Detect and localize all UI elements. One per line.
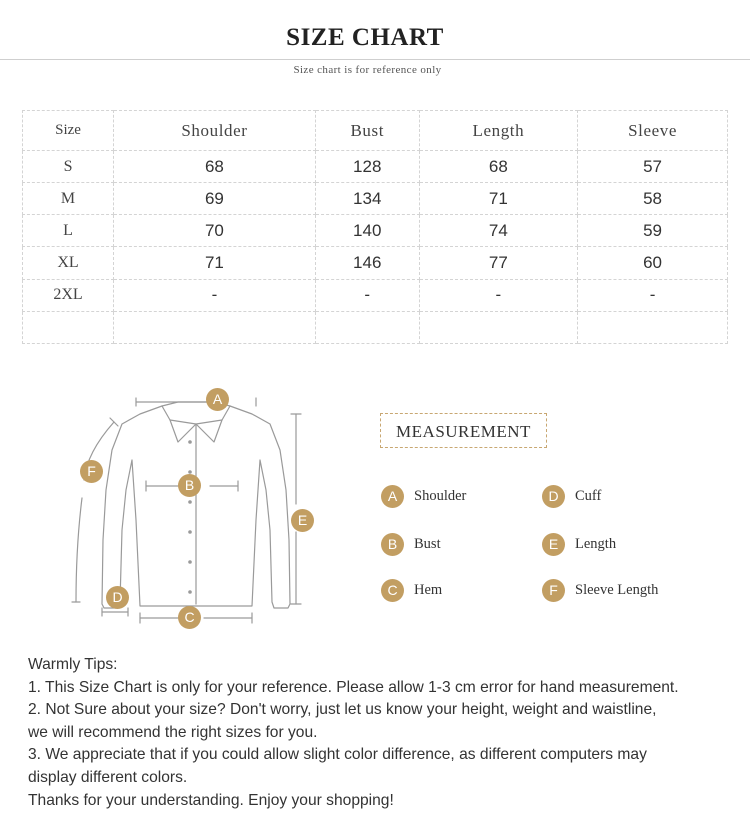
legend-label: Hem xyxy=(414,581,443,598)
legend-badge: F xyxy=(542,579,565,602)
legend-label: Sleeve Length xyxy=(575,581,659,598)
legend-item-cuff xyxy=(542,484,601,508)
table-cell xyxy=(315,311,419,343)
legend-item-bust xyxy=(381,532,441,556)
table-row xyxy=(23,215,728,247)
table-cell: 57 xyxy=(578,151,728,183)
table-cell: 60 xyxy=(578,247,728,279)
table-cell: - xyxy=(315,279,419,311)
marker-b-badge: B xyxy=(178,474,201,497)
table-cell xyxy=(419,311,577,343)
tips-closing: Thanks for your understanding. Enjoy your shopping! xyxy=(28,791,394,809)
table-cell: 2XL xyxy=(23,279,114,311)
table-cell: 134 xyxy=(315,183,419,215)
table-cell: 140 xyxy=(315,215,419,247)
column-header-length: Length xyxy=(419,111,577,151)
column-header-bust: Bust xyxy=(315,111,419,151)
legend-badge: A xyxy=(381,485,404,508)
table-cell xyxy=(23,311,114,343)
table-cell: 74 xyxy=(419,215,577,247)
marker-d-badge: D xyxy=(106,586,129,609)
legend-label: Bust xyxy=(414,535,441,552)
legend-item-sleeve-length xyxy=(542,578,658,602)
table-cell: 71 xyxy=(114,247,316,279)
marker-c-badge: C xyxy=(178,606,201,629)
legend-item-length xyxy=(542,532,616,556)
size-table xyxy=(22,110,728,344)
table-row xyxy=(23,183,728,215)
marker-e-badge: E xyxy=(291,509,314,532)
legend-item-hem xyxy=(381,578,442,602)
table-cell: 70 xyxy=(114,215,316,247)
tip-line: 3. We appreciate that if you could allow slight color difference, as different computers may xyxy=(28,746,647,764)
tip-line: 1. This Size Chart is only for your reference. Please allow 1-3 cm error for hand measurement. xyxy=(28,678,679,696)
legend-item-shoulder xyxy=(381,484,466,508)
table-cell: XL xyxy=(23,247,114,279)
table-row xyxy=(23,311,728,343)
table-cell: - xyxy=(419,279,577,311)
table-cell: M xyxy=(23,183,114,215)
page-subtitle: Size chart is for reference only xyxy=(293,64,442,76)
table-cell: - xyxy=(114,279,316,311)
tips-heading: Warmly Tips: xyxy=(28,656,118,673)
table-cell: 68 xyxy=(419,151,577,183)
table-cell: 71 xyxy=(419,183,577,215)
measurement-title: MEASUREMENT xyxy=(380,413,547,448)
table-cell: 68 xyxy=(114,151,316,183)
table-header-row xyxy=(23,111,728,151)
legend-badge: D xyxy=(542,485,565,508)
table-cell: - xyxy=(578,279,728,311)
legend-label: Cuff xyxy=(575,487,602,504)
legend-badge: B xyxy=(381,533,404,556)
tip-line: we will recommend the right sizes for you. xyxy=(28,723,318,741)
table-cell: 128 xyxy=(315,151,419,183)
table-cell: 146 xyxy=(315,247,419,279)
tips-section xyxy=(28,654,743,812)
page-title: SIZE CHART xyxy=(286,24,444,51)
table-cell: 58 xyxy=(578,183,728,215)
table-cell: 59 xyxy=(578,215,728,247)
legend-badge: C xyxy=(381,579,404,602)
table-cell: S xyxy=(23,151,114,183)
shirt-outline-icon xyxy=(40,380,340,630)
table-row xyxy=(23,279,728,311)
table-cell xyxy=(114,311,316,343)
table-cell: L xyxy=(23,215,114,247)
table-cell: 69 xyxy=(114,183,316,215)
tip-line: 2. Not Sure about your size? Don't worry, just let us know your height, weight and waistline, xyxy=(28,701,657,719)
column-header-sleeve: Sleeve xyxy=(578,111,728,151)
legend-label: Length xyxy=(575,535,617,552)
table-row xyxy=(23,151,728,183)
column-header-shoulder: Shoulder xyxy=(114,111,316,151)
legend-label: Shoulder xyxy=(414,487,467,504)
table-cell: 77 xyxy=(419,247,577,279)
table-cell xyxy=(578,311,728,343)
shirt-diagram xyxy=(40,380,340,630)
marker-a-badge: A xyxy=(206,388,229,411)
legend-badge: E xyxy=(542,533,565,556)
marker-f-badge: F xyxy=(80,460,103,483)
column-header-size: Size xyxy=(23,111,114,151)
table-row xyxy=(23,247,728,279)
tip-line: display different colors. xyxy=(28,768,188,786)
title-divider xyxy=(0,59,750,60)
